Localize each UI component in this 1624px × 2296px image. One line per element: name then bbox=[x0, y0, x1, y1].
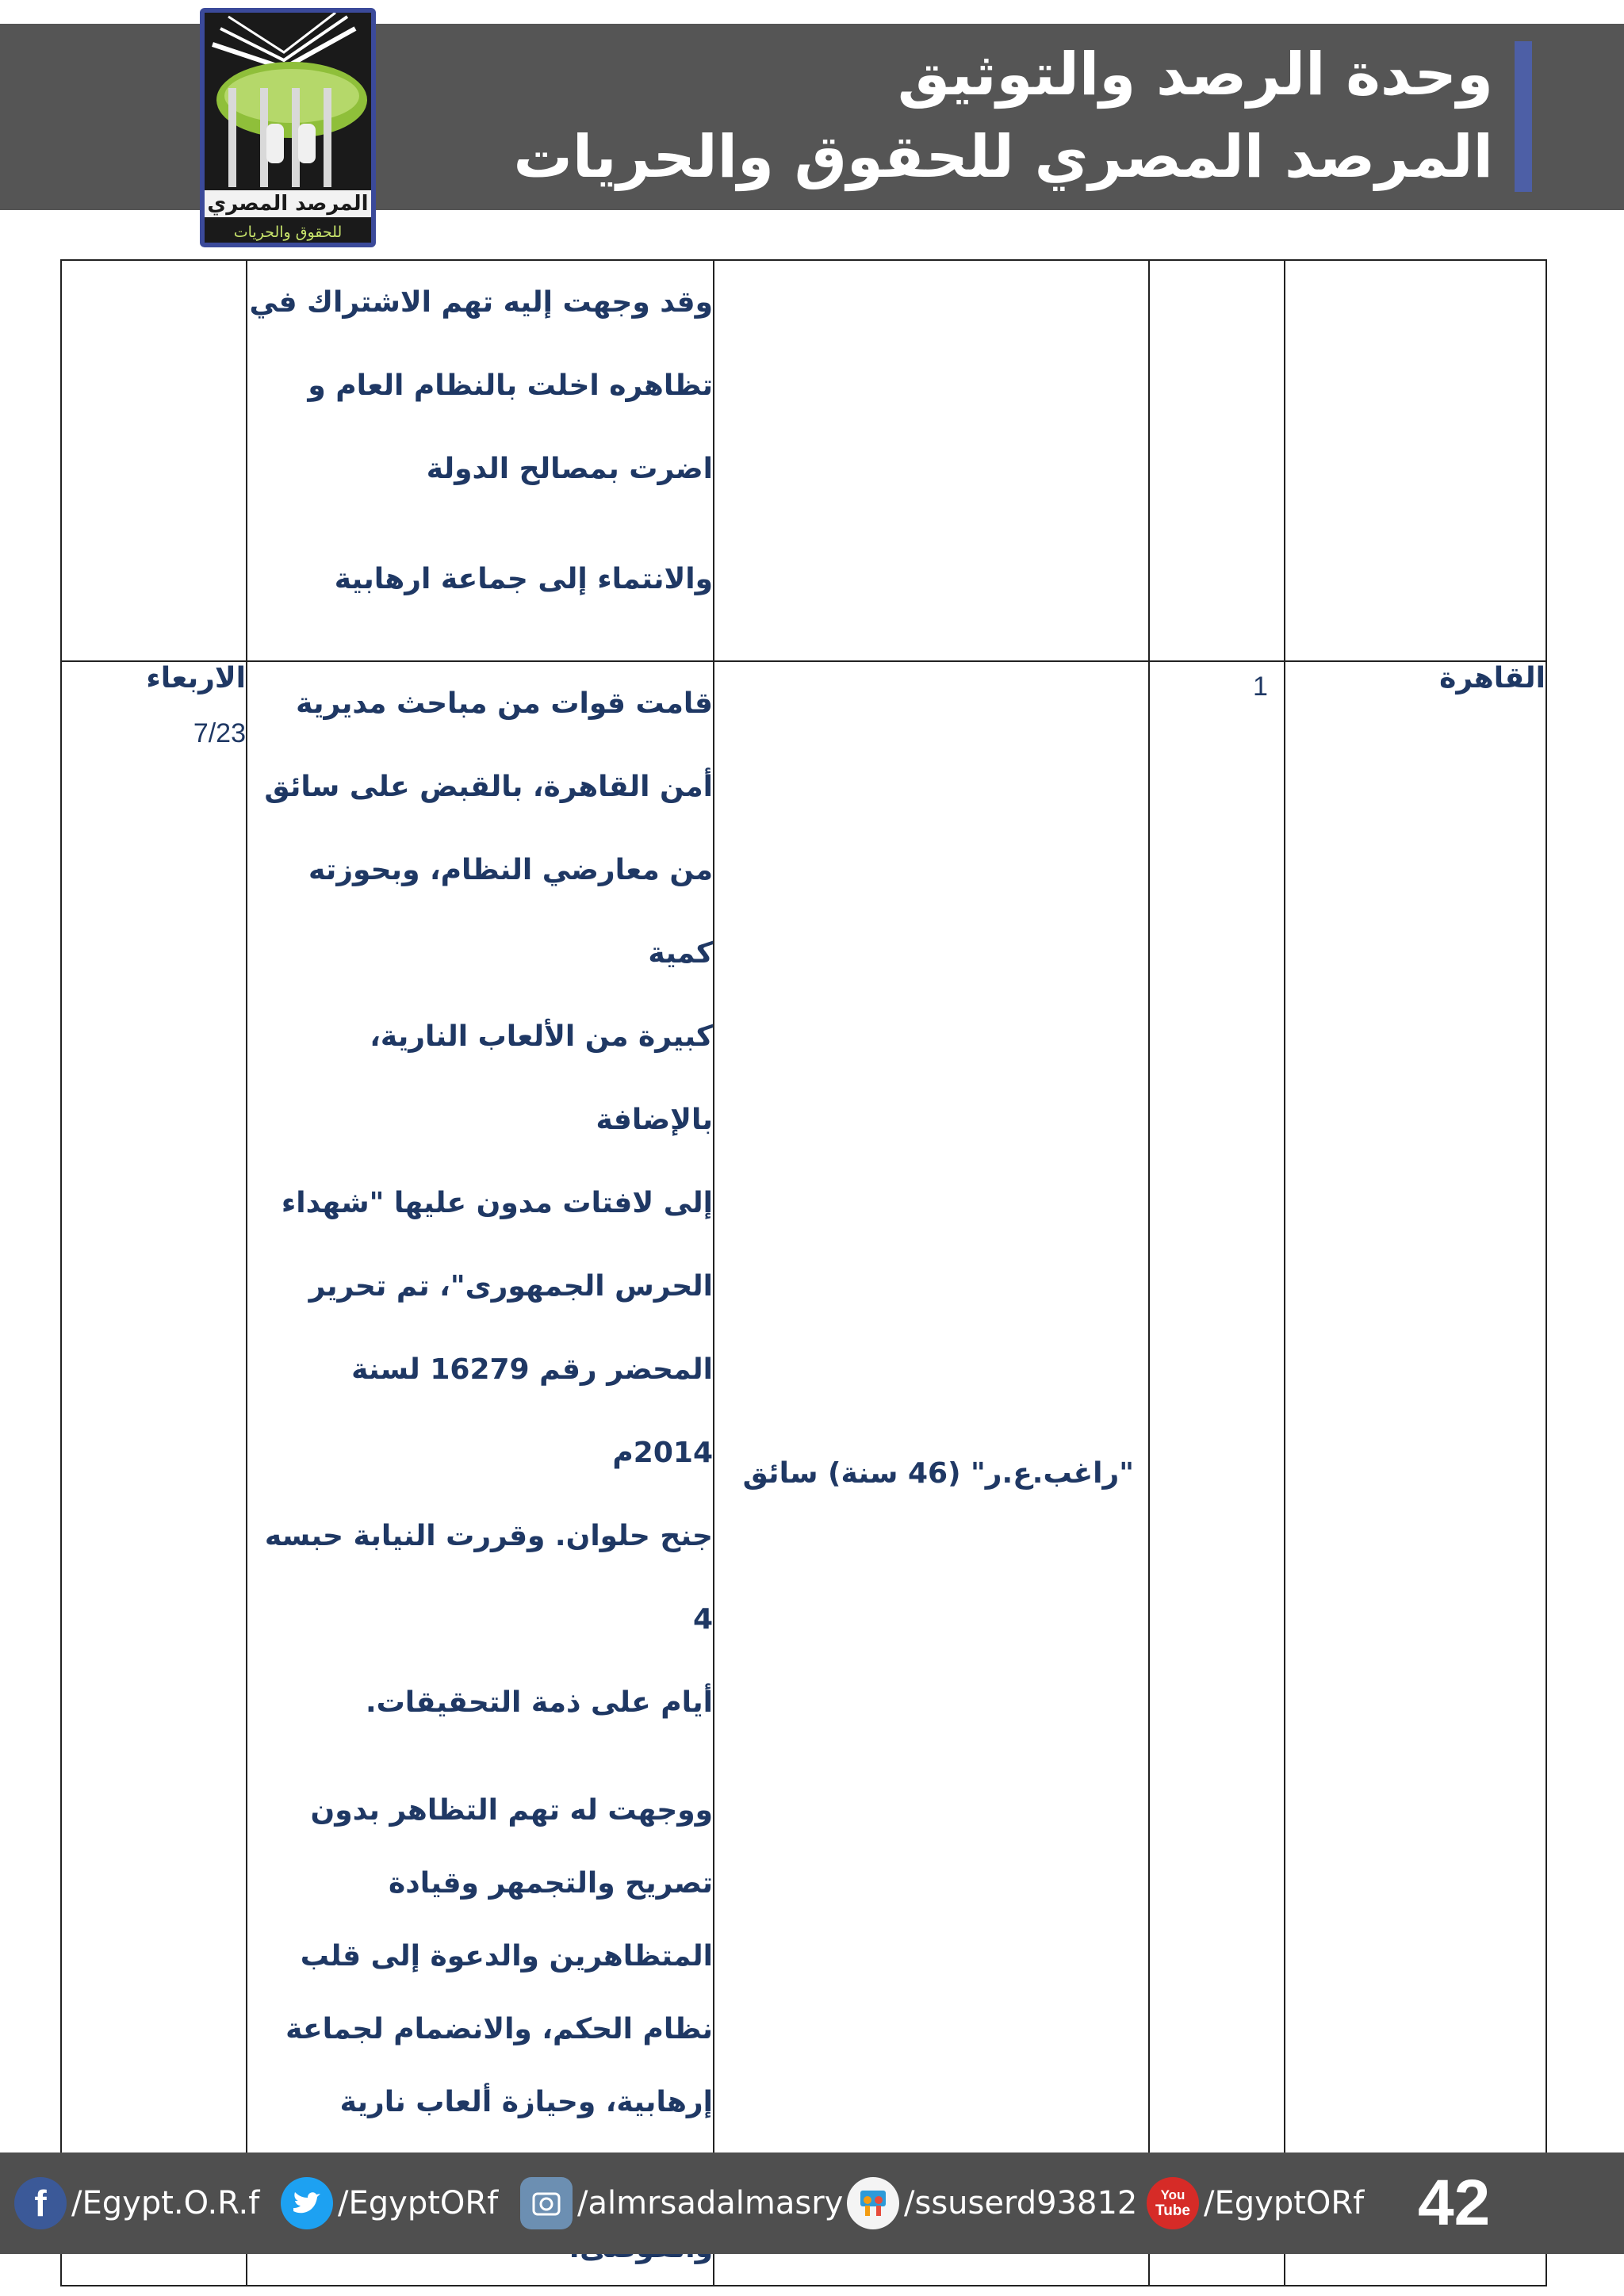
description-line: قامت قوات من مباحث مديرية bbox=[296, 687, 713, 720]
description-line: جنح حلوان. وقررت النيابة حبسه 4 bbox=[264, 1520, 713, 1636]
detainee-name: "راغب.ع.ر" (46 سنة) سائق bbox=[742, 1457, 1134, 1490]
description-line: المتظاهرين والدعوة إلى قلب bbox=[300, 1940, 713, 1973]
description-line: المحضر رقم 16279 لسنة 2014م bbox=[351, 1353, 713, 1469]
cell-date bbox=[61, 661, 247, 2286]
youtube-handle[interactable]: /EgyptORf bbox=[1204, 2185, 1365, 2221]
cell-count bbox=[1149, 661, 1285, 2286]
detainee-count: 1 bbox=[1253, 672, 1268, 702]
description-line: ووجهت له تهم التظاهر بدون bbox=[310, 1794, 713, 1827]
cell-name bbox=[714, 260, 1149, 661]
table-row bbox=[61, 260, 1546, 661]
youtube-link[interactable] bbox=[1147, 2152, 1364, 2254]
description-line: نظام الحكم، والانضمام لجماعة bbox=[285, 2013, 713, 2045]
date-value: 7/23 bbox=[193, 718, 246, 748]
description-line: الحرس الجمهورى"، تم تحرير bbox=[308, 1270, 713, 1303]
description-line: وقد وجهت إليه تهم الاشتراك في bbox=[249, 286, 713, 319]
page-number: 42 bbox=[1418, 2167, 1491, 2239]
header-titles bbox=[462, 33, 1493, 198]
description-line: اضرت بمصالح الدولة bbox=[426, 453, 713, 485]
slideshare-link[interactable] bbox=[847, 2152, 1137, 2254]
description-line: تظاهره اخلت بالنظام العام و bbox=[308, 369, 713, 402]
day-name: الاربعاء bbox=[146, 662, 246, 695]
cell-date bbox=[61, 260, 247, 661]
header-accent-bar bbox=[1515, 41, 1532, 192]
table-row bbox=[61, 661, 1546, 2286]
instagram-handle[interactable]: /almrsadalmasry bbox=[577, 2185, 844, 2221]
logo-tagline: للحقوق والحريات bbox=[233, 224, 343, 241]
cell-city bbox=[1285, 260, 1546, 661]
twitter-icon bbox=[281, 2177, 333, 2229]
slideshare-handle[interactable]: /ssuserd93812 bbox=[904, 2185, 1138, 2221]
cell-description bbox=[247, 661, 714, 2286]
youtube-icon: You Tube bbox=[1147, 2177, 1199, 2229]
facebook-handle[interactable]: /Egypt.O.R.f bbox=[71, 2185, 260, 2221]
description-line: من معارضي النظام، وبحوزته كمية bbox=[308, 854, 713, 970]
city-name: القاهرة bbox=[1439, 662, 1545, 695]
facebook-link[interactable] bbox=[14, 2152, 259, 2254]
cell-city bbox=[1285, 661, 1546, 2286]
description-part1 bbox=[247, 662, 713, 1744]
instagram-link[interactable] bbox=[520, 2152, 843, 2254]
header-title-unit: وحدة الرصد والتوثيق bbox=[897, 40, 1493, 109]
description-line: إلى لافتات مدون عليها "شهداء bbox=[281, 1187, 713, 1219]
cell-count bbox=[1149, 260, 1285, 661]
facebook-icon: f bbox=[14, 2177, 67, 2229]
description-line: والانتماء إلى جماعة ارهابية bbox=[334, 563, 713, 595]
cell-description bbox=[247, 260, 714, 661]
twitter-link[interactable] bbox=[281, 2152, 498, 2254]
description-line: تصريح والتجمهر وقيادة bbox=[389, 1867, 713, 1900]
slideshare-icon bbox=[847, 2177, 899, 2229]
twitter-handle[interactable]: /EgyptORf bbox=[338, 2185, 499, 2221]
description-line: أيام على ذمة التحقيقات. bbox=[365, 1686, 713, 1719]
instagram-icon bbox=[520, 2177, 573, 2229]
organization-logo bbox=[200, 8, 376, 247]
description-line: أمن القاهرة، بالقبض على سائق bbox=[264, 771, 713, 803]
cell-name bbox=[714, 661, 1149, 2286]
detentions-table bbox=[60, 259, 1547, 2286]
footer-band bbox=[0, 2152, 1624, 2254]
description-line: إرهابية، وحيازة ألعاب نارية bbox=[339, 2086, 713, 2118]
description-line: كبيرة من الألعاب النارية، بالإضافة bbox=[370, 1020, 713, 1136]
header-title-org: المرصد المصري للحقوق والحريات bbox=[513, 123, 1493, 191]
logo-name: المرصد المصري bbox=[205, 190, 371, 217]
